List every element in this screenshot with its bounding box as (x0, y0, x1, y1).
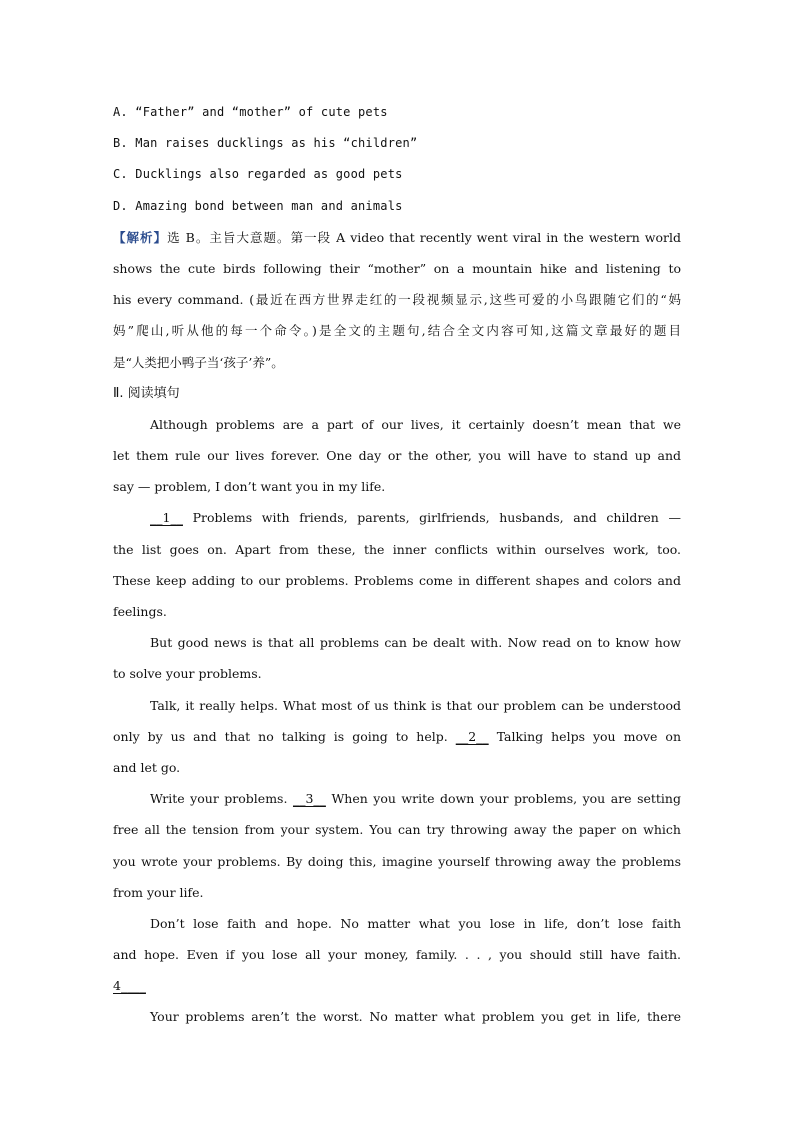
analysis-line-1 (113, 222, 681, 253)
p2-line-1 (113, 502, 681, 533)
analysis-line-1-text: 选 B。主旨大意题。第一段 A video that recently went viral in the western world (167, 229, 681, 245)
analysis-line-5: 是“人类把小鸭子当‘孩子’养”。 (113, 354, 284, 370)
p4-line-2-post: Talking helps you move on (496, 728, 681, 744)
p6-line-1: Don’t lose faith and hope. No matter what you lose in life, don’t lose faith (150, 915, 681, 931)
option-b: B. Man raises ducklings as his “children” (113, 136, 418, 151)
blank-1[interactable]: __1__ (150, 510, 183, 526)
p1-line-2: let them rule our lives forever. One day or the other, you will have to stand up and (113, 448, 681, 464)
analysis-tag: 【解析】 (113, 229, 168, 245)
analysis-line-2: shows the cute birds following their “mother” on a mountain hike and listening to (113, 260, 681, 276)
p2-line-4: feelings. (113, 604, 167, 619)
p5-line-1 (113, 783, 681, 814)
blank-2[interactable]: __2__ (455, 728, 489, 744)
p4-line-3: and let go. (113, 759, 181, 775)
p1-line-3: say — problem, I don’t want you in my life. (113, 479, 386, 495)
p6-line-2: and hope. Even if you lose all your money, family. . . , you should still have faith. (113, 947, 681, 963)
analysis-line-3: his every command. (最近在西方世界走红的一段视频显示,这些可爱的小鸟跟随它们的“妈 (113, 292, 681, 308)
blank-4[interactable]: 4____ (113, 978, 146, 994)
p5-line-2: free all the tension from your system. You can try throwing away the paper on which (113, 822, 681, 838)
p2-line-3: These keep adding to our problems. Problems come in different shapes and colors and (113, 572, 681, 588)
p4-line-1: Talk, it really helps. What most of us think is that our problem can be understood (150, 697, 681, 713)
analysis-line-4: 妈”爬山,听从他的每一个命令。)是全文的主题句,结合全文内容可知,这篇文章最好的题目 (113, 323, 681, 339)
option-c: C. Ducklings also regarded as good pets (113, 167, 403, 182)
p6-line-3 (113, 970, 681, 1001)
option-d: D. Amazing bond between man and animals (113, 198, 403, 213)
p5-line-1-post: When you write down your problems, you are setting (331, 791, 681, 807)
p2-line-2: the list goes on. Apart from these, the inner conflicts within ourselves work, too. (113, 541, 681, 557)
p5-line-1-pre: Write your problems. (150, 791, 288, 807)
p4-line-2 (113, 721, 681, 752)
p3-line-2: to solve your problems. (113, 666, 262, 682)
option-a: A. “Father” and “mother” of cute pets (113, 105, 388, 119)
p5-line-3: you wrote your problems. By doing this, imagine yourself throwing away the problems (113, 853, 681, 869)
blank-3[interactable]: __3__ (292, 791, 326, 807)
p3-line-1: But good news is that all problems can be dealt with. Now read on to know how (150, 635, 681, 651)
section-title: Ⅱ. 阅读填句 (113, 385, 180, 401)
p2-line-1-text: Problems with friends, parents, girlfriends, husbands, and children — (182, 510, 681, 526)
p7-line-1: Your problems aren’t the worst. No matter what problem you get in life, there (150, 1009, 681, 1025)
p4-line-2-pre: only by us and that no talking is going to help. (113, 728, 448, 744)
p5-line-4: from your life. (113, 884, 204, 900)
p1-line-1: Although problems are a part of our lives, it certainly doesn’t mean that we (150, 416, 681, 432)
document-page (113, 97, 681, 1033)
